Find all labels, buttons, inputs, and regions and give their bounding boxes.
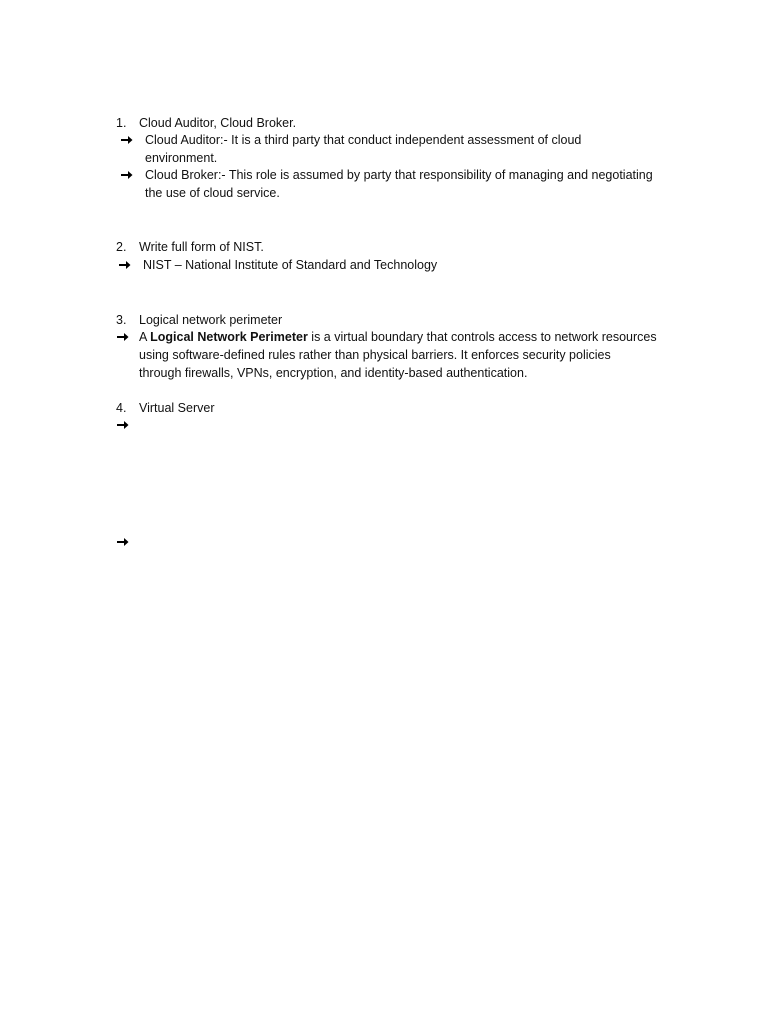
item-3-heading: Logical network perimeter (139, 313, 283, 327)
item-2-number: 2. (116, 240, 127, 254)
item-2-bullet-1: NIST – National Institute of Standard and Technology (143, 258, 438, 272)
item-3-prefix: A (139, 330, 151, 344)
arrow-right-icon (117, 329, 131, 346)
item-1-bullet-2-line-2: the use of cloud service. (145, 186, 280, 200)
arrow-right-icon (119, 257, 133, 274)
arrow-right-icon (121, 167, 135, 184)
item-3-number: 3. (116, 313, 127, 327)
item-4-heading: Virtual Server (139, 401, 215, 415)
item-1-number: 1. (116, 116, 127, 130)
item-1-heading: Cloud Auditor, Cloud Broker. (139, 116, 297, 130)
item-3-bullet-1-line-2: using software-defined rules rather than physical barriers. It enforces security policies (139, 348, 611, 362)
item-3-bullet-1-line-1 (139, 329, 657, 346)
item-3-suffix: is a virtual boundary that controls access to network resources (307, 330, 657, 344)
item-3-bold-term: Logical Network Perimeter (150, 330, 308, 344)
item-1-bullet-1-line-1: Cloud Auditor:- It is a third party that conduct independent assessment of cloud (145, 133, 582, 147)
arrow-right-icon (117, 417, 131, 434)
arrow-right-icon (117, 534, 131, 551)
item-1-bullet-1-line-2: environment. (145, 151, 218, 165)
item-3-bullet-1-line-3: through firewalls, VPNs, encryption, and identity-based authentication. (139, 366, 528, 380)
item-4-number: 4. (116, 401, 127, 415)
item-1-bullet-2-line-1: Cloud Broker:- This role is assumed by party that responsibility of managing and negotiating (145, 168, 653, 182)
item-2-heading: Write full form of NIST. (139, 240, 264, 254)
arrow-right-icon (121, 132, 135, 149)
